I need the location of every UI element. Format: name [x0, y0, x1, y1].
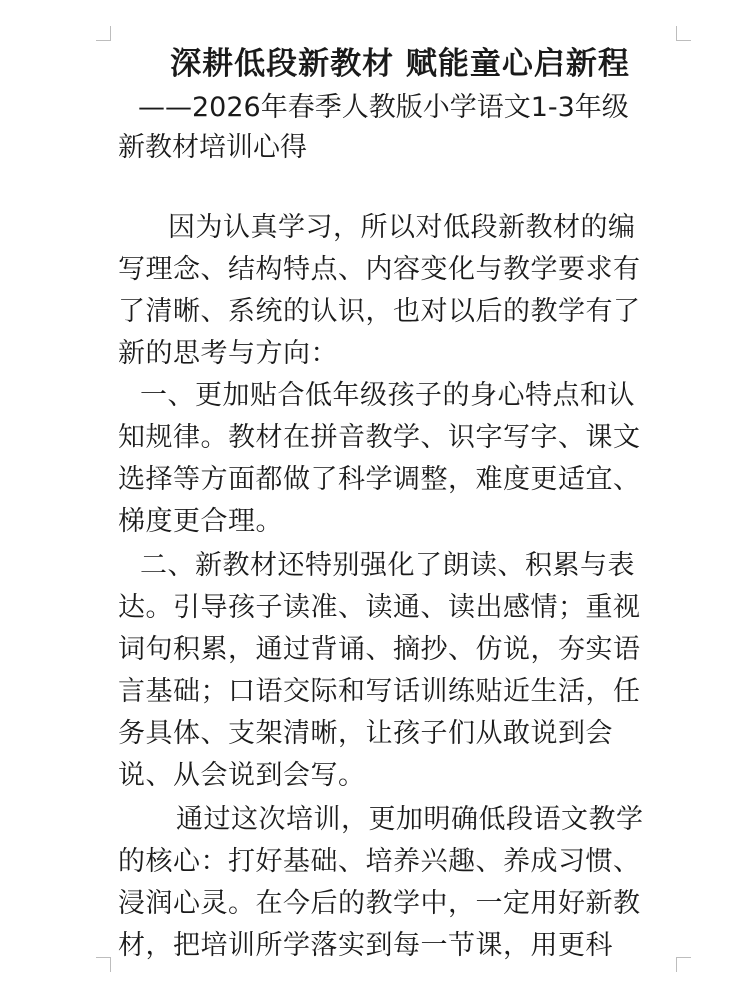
paragraph-3-line-2: 达。引导孩子读准、读通、读出感情；重视 [118, 592, 641, 623]
paragraph-2-line-2: 知规律。教材在拼音教学、识字写字、课文 [118, 422, 641, 453]
paragraph-1-line-2: 写理念、结构特点、内容变化与教学要求有 [118, 254, 641, 285]
crop-mark-bottom-left [96, 957, 111, 972]
paragraph-2-line-1: 一、更加贴合低年级孩子的身心特点和认 [140, 380, 635, 411]
paragraph-1-line-3: 了清晰、系统的认识，也对以后的教学有了 [118, 296, 641, 327]
paragraph-2-line-3: 选择等方面都做了科学调整，难度更适宜、 [118, 464, 641, 495]
paragraph-4-line-2: 的核心：打好基础、培养兴趣、养成习惯、 [118, 846, 641, 877]
paragraph-3-line-6: 说、从会说到会写。 [118, 760, 366, 791]
document-title: 深耕低段新教材 赋能童心启新程 [170, 46, 630, 82]
paragraph-1-line-1: 因为认真学习，所以对低段新教材的编 [168, 212, 636, 243]
paragraph-4-line-4: 材，把培训所学落实到每一节课，用更科 [118, 930, 613, 961]
crop-mark-bottom-right [676, 957, 691, 972]
paragraph-3-line-5: 务具体、支架清晰，让孩子们从敢说到会 [118, 718, 613, 749]
paragraph-3-line-3: 词句积累，通过背诵、摘抄、仿说，夯实语 [118, 634, 641, 665]
paragraph-3-line-4: 言基础；口语交际和写话训练贴近生活，任 [118, 676, 641, 707]
document-subtitle-line2: 新教材培训心得 [118, 132, 307, 163]
paragraph-4-line-3: 浸润心灵。在今后的教学中，一定用好新教 [118, 888, 641, 919]
paragraph-3-line-1: 二、新教材还特别强化了朗读、积累与表 [140, 550, 635, 581]
paragraph-4-line-1: 通过这次培训，更加明确低段语文教学 [176, 804, 644, 835]
paragraph-2-line-4: 梯度更合理。 [118, 506, 283, 537]
document-subtitle-line1: ——2026年春季人教版小学语文1-3年级 [138, 92, 629, 123]
paragraph-1-line-4: 新的思考与方向： [118, 338, 338, 369]
